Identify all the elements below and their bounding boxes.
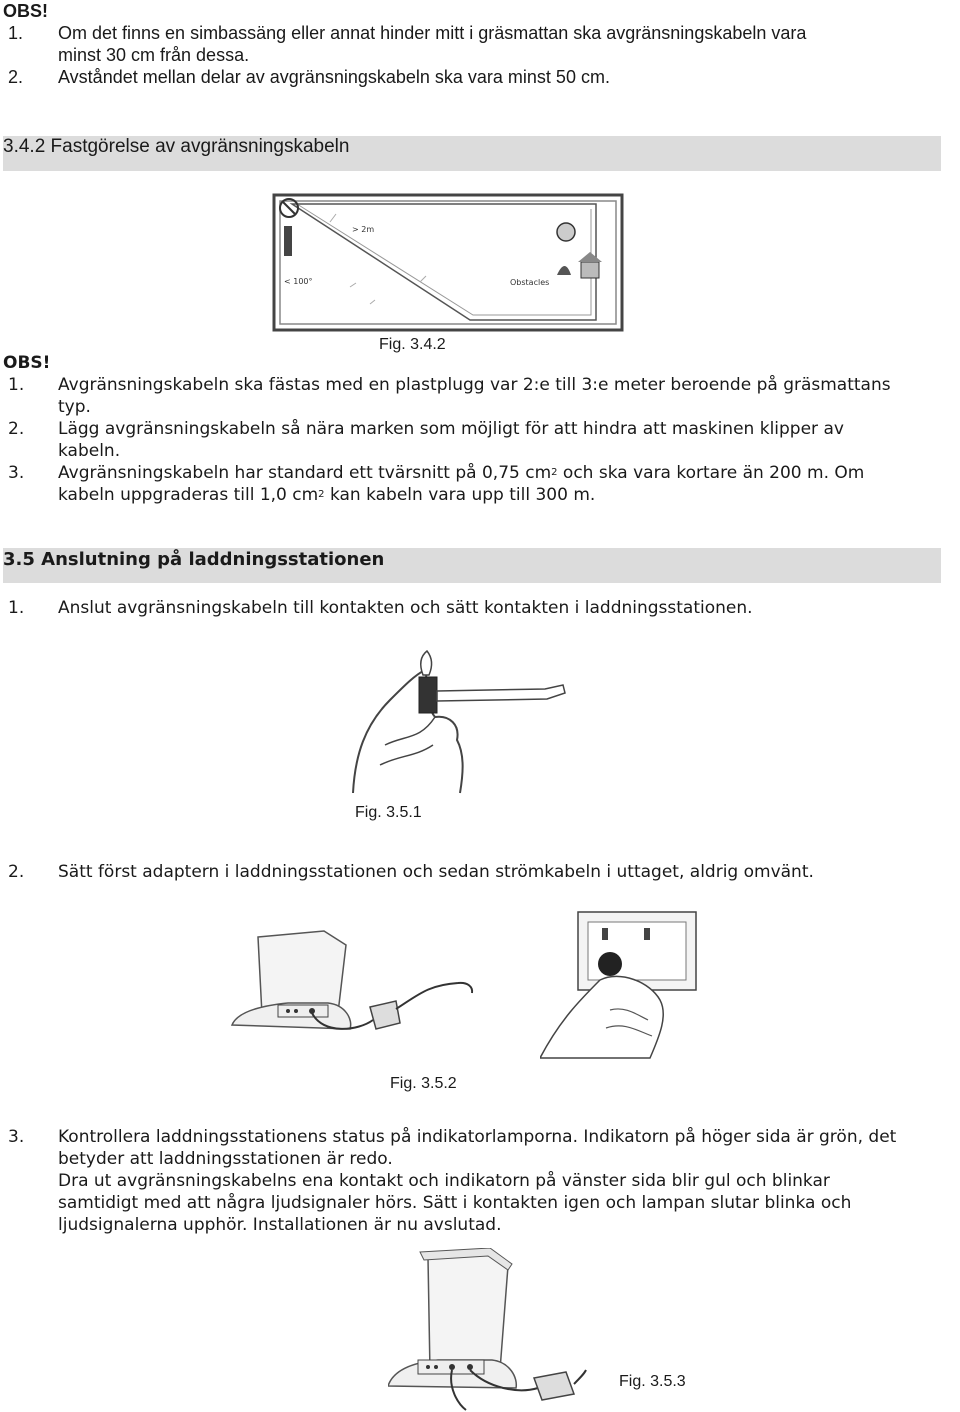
list-text: ljudsignalerna upphör. Installationen är nu avslutad. — [58, 1215, 502, 1235]
section-heading-35: 3.5 Anslutning på laddningsstationen — [3, 549, 385, 570]
list-text: typ. — [58, 397, 91, 417]
list-text: Anslut avgränsningskabeln till kontakten och sätt kontakten i laddningsstationen. — [58, 598, 753, 618]
figure-351-illustration — [345, 645, 570, 795]
list-text: Avgränsningskabeln har standard ett tvärsnitt på 0,75 $cm^2$ och ska vara kortare än 200 m. Om — [58, 463, 865, 483]
list-text: kabeln. — [58, 441, 121, 461]
caption-fig-351: Fig. 3.5.1 — [355, 804, 422, 821]
caption-fig-352: Fig. 3.5.2 — [390, 1075, 457, 1092]
list-text: minst 30 cm från dessa. — [58, 45, 250, 65]
list-text: kabeln uppgraderas till 1,0 $cm^2$ kan kabeln vara upp till 300 m. — [58, 485, 596, 505]
list-text: betyder att laddningsstationen är redo. — [58, 1149, 393, 1169]
label-distance: > 2m — [352, 225, 375, 234]
figure-352-socket — [540, 910, 740, 1060]
obs-label-342: OBS! — [3, 353, 51, 373]
list-number: 2. — [8, 67, 24, 87]
section-heading-342: 3.4.2 Fastgörelse av avgränsningskabeln — [3, 136, 350, 157]
list-text: Avståndet mellan delar av avgränsningskabeln ska vara minst 50 cm. — [58, 67, 610, 87]
list-text: Lägg avgränsningskabeln så nära marken som möjligt för att hindra att maskinen klipper av — [58, 419, 844, 439]
list-text: Sätt först adaptern i laddningsstationen och sedan strömkabeln i uttaget, aldrig omvänt. — [58, 862, 814, 882]
list-number: 3. — [8, 1127, 25, 1147]
obs-label-top: OBS! — [3, 1, 48, 21]
list-number: 2. — [8, 419, 25, 439]
list-text: Avgränsningskabeln ska fästas med en plastplugg var 2:e till 3:e meter beroende på gräsmattans — [58, 375, 891, 395]
list-number: 2. — [8, 862, 25, 882]
list-text: Kontrollera laddningsstationens status på indikatorlamporna. Indikatorn på höger sida är grön, det — [58, 1127, 897, 1147]
figure-342-diagram — [270, 192, 630, 334]
figure-352-station — [228, 925, 478, 1045]
list-number: 1. — [8, 23, 24, 43]
label-angle: < 100° — [284, 277, 313, 286]
list-number: 3. — [8, 463, 25, 483]
figure-353-station — [388, 1248, 588, 1412]
list-text: samtidigt med att några ljudsignaler hörs. Sätt i kontakten igen och lampan slutar blinka och — [58, 1193, 852, 1213]
list-text: Dra ut avgränsningskabelns ena kontakt och indikatorn på vänster sida blir gul och blinkar — [58, 1171, 830, 1191]
label-obstacles: Obstacles — [510, 278, 550, 287]
list-text: Om det finns en simbassäng eller annat hinder mitt i gräsmattan ska avgränsningskabeln vara — [58, 23, 807, 43]
list-number: 1. — [8, 598, 25, 618]
list-number: 1. — [8, 375, 25, 395]
caption-fig-342: Fig. 3.4.2 — [379, 336, 446, 353]
caption-fig-353: Fig. 3.5.3 — [619, 1373, 686, 1390]
